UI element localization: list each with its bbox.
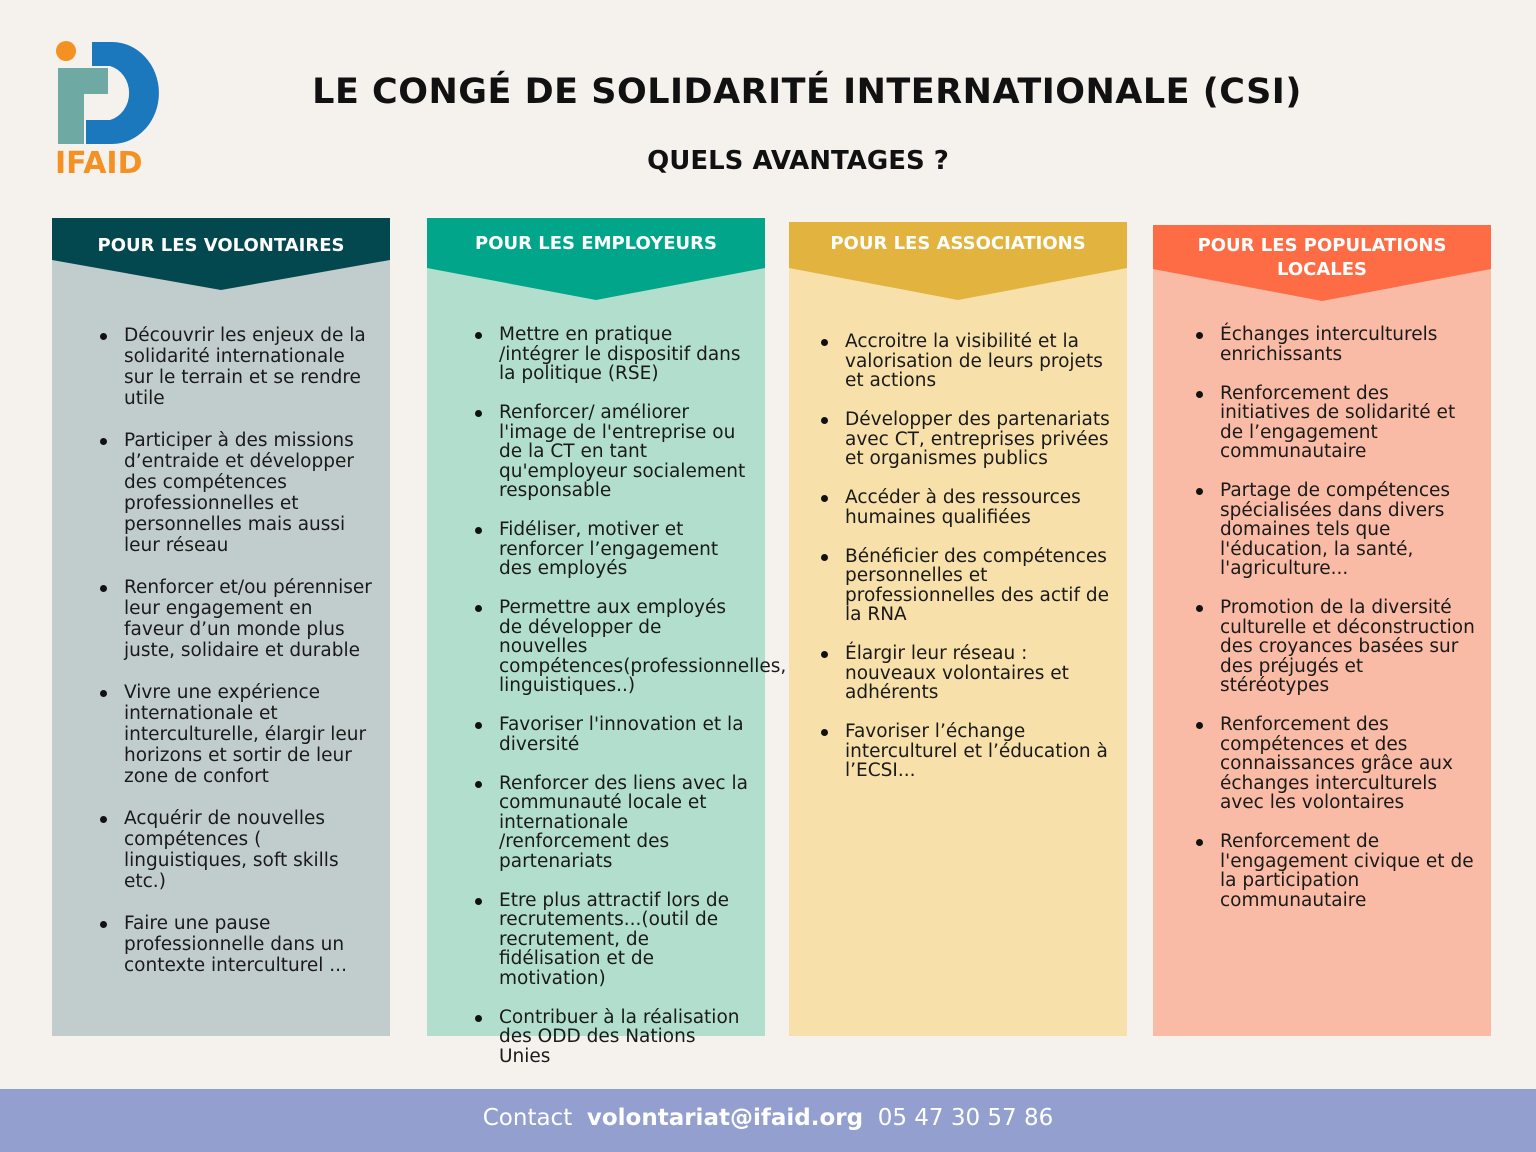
list-item: Développer des partenariats avec CT, entreprises privées et organismes publics — [845, 410, 1113, 469]
list-item: Acquérir de nouvelles compétences ( linguistiques, soft skills etc.) — [124, 808, 376, 892]
benefit-list — [499, 324, 787, 1086]
list-item: Faire une pause professionnelle dans un contexte interculturel ... — [124, 913, 376, 976]
list-item: Favoriser l'innovation et la diversité — [499, 715, 751, 754]
list-item: Fidéliser, motiver et renforcer l’engagement des employés — [499, 520, 751, 579]
list-item: Bénéficier des compétences personnelles et professionnelles des actif de la RNA — [845, 547, 1113, 625]
list-item: Échanges interculturels enrichissants — [1220, 325, 1477, 364]
contact-email-link[interactable]: volontariat@ifaid.org — [586, 1105, 864, 1131]
column-employeurs — [427, 218, 787, 1067]
list-item: Partage de compétences spécialisées dans divers domaines tels que l'éducation, la santé, l'agriculture... — [1220, 481, 1477, 579]
contact-label: Contact — [482, 1105, 573, 1131]
list-item: Découvrir les enjeux de la solidarité internationale sur le terrain et se rendre utile — [124, 325, 376, 409]
list-item: Contribuer à la réalisation des ODD des Nations Unies — [499, 1008, 751, 1067]
list-item: Renforcer des liens avec la communauté locale et internationale /renforcement des partenariats — [499, 774, 751, 872]
column-populations-locales — [1153, 225, 1491, 1036]
list-item: Etre plus attractif lors de recrutements...(outil de recrutement, de fidélisation et de motivation) — [499, 891, 751, 989]
list-item: Accéder à des ressources humaines qualifiées — [845, 488, 1113, 527]
list-item: Mettre en pratique /intégrer le dispositif dans la politique (RSE) — [499, 325, 751, 384]
column-header-banner — [427, 218, 765, 302]
column-header-label: POUR LES POPULATIONS LOCALES — [1197, 235, 1447, 280]
column-header-label: POUR LES EMPLOYEURS — [475, 233, 717, 254]
column-volontaires — [52, 218, 390, 1036]
benefit-list — [1220, 325, 1477, 930]
page-subtitle: QUELS AVANTAGES ? — [647, 146, 949, 176]
column-associations — [789, 222, 1127, 1036]
list-item: Vivre une expérience internationale et interculturelle, élargir leur horizons et sortir de leur zone de confort — [124, 682, 376, 787]
list-item: Renforcement des initiatives de solidarité et de l’engagement communautaire — [1220, 384, 1477, 462]
list-item: Élargir leur réseau : nouveaux volontaires et adhérents — [845, 644, 1113, 703]
column-header-label: POUR LES VOLONTAIRES — [97, 235, 345, 256]
list-item: Promotion de la diversité culturelle et déconstruction des croyances basées sur des préjugés et stéréotypes — [1220, 598, 1477, 696]
list-item: Participer à des missions d’entraide et développer des compétences professionnelles et personnelles mais aussi leur réseau — [124, 430, 376, 556]
list-item: Renforcer/ améliorer l'image de l'entreprise ou de la CT en tant qu'employeur socialement responsable — [499, 403, 751, 501]
logo-text: IFAID — [55, 146, 143, 181]
list-item: Permettre aux employés de développer de nouvelles compétences(professionnelles, linguistiques..) — [499, 597, 787, 696]
list-item: Renforcer et/ou pérenniser leur engagement en faveur d’un monde plus juste, solidaire et durable — [124, 577, 376, 661]
list-item: Renforcement des compétences et des connaissances grâce aux échanges interculturels avec les volontaires — [1220, 715, 1477, 813]
list-item: Accroitre la visibilité et la valorisation de leurs projets et actions — [845, 332, 1113, 391]
list-item: Renforcement de l'engagement civique et de la participation communautaire — [1220, 832, 1477, 910]
benefit-list — [124, 325, 376, 997]
column-header-label: POUR LES ASSOCIATIONS — [830, 233, 1086, 254]
list-item: Favoriser l’échange interculturel et l’éducation à l’ECSI... — [845, 722, 1113, 781]
contact-footer — [0, 1089, 1536, 1152]
contact-phone: 05 47 30 57 86 — [877, 1105, 1054, 1131]
page-title: LE CONGÉ DE SOLIDARITÉ INTERNATIONALE (CSI) — [312, 72, 1302, 112]
benefit-list — [845, 332, 1113, 800]
